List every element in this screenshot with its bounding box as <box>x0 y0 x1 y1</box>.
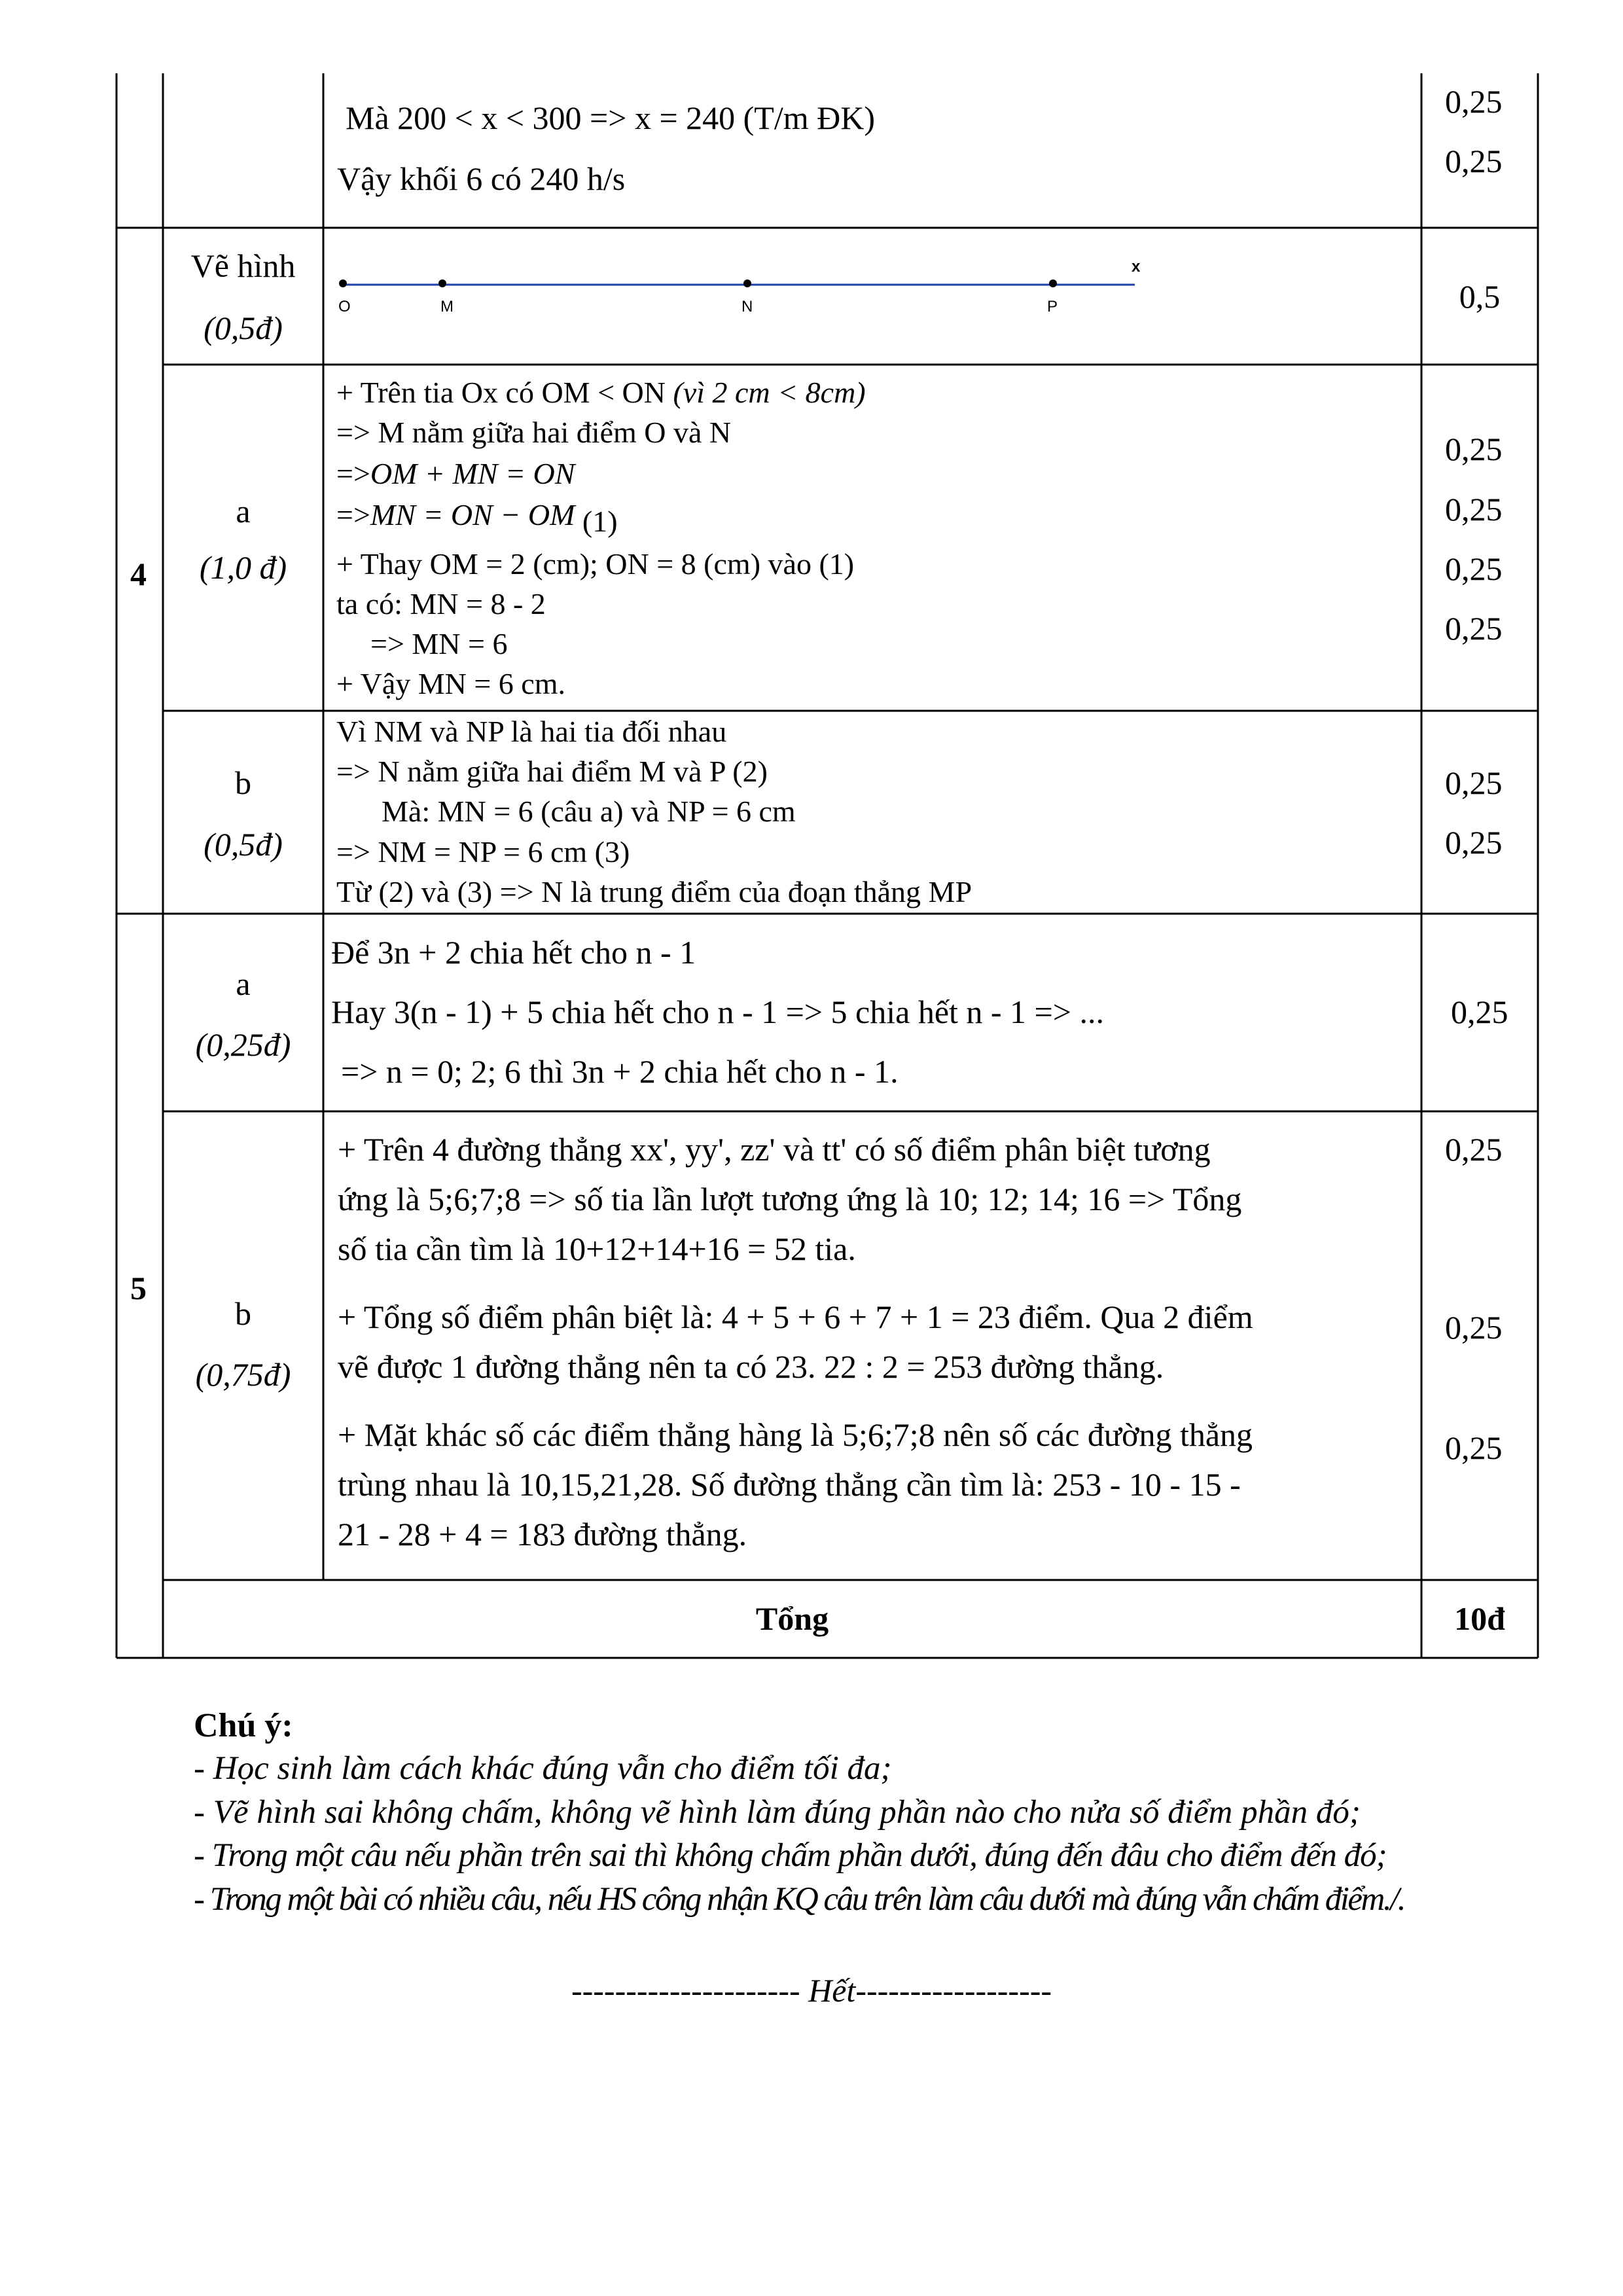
q5b-points: (0,75đ) <box>195 1356 291 1393</box>
q5a-line-3: => n = 0; 2; 6 thì 3n + 2 chia hết cho n - 1. <box>341 1053 899 1090</box>
q5b-line-4: + Tổng số điểm phân biệt là: 4 + 5 + 6 + 7 + 1 = 23 điểm. Qua 2 điểm <box>338 1299 1253 1335</box>
point-label-o: O <box>338 298 351 315</box>
end-marker: --------------------- Hết------------------ <box>571 1972 1052 2009</box>
q4a-line-4: =>MN = ON − OM (1) <box>336 498 618 538</box>
q4a-line-5: + Thay OM = 2 (cm); ON = 8 (cm) vào (1) <box>336 547 855 581</box>
q5b-line-6: + Mặt khác số các điểm thẳng hàng là 5;6;7;8 nên số các đường thẳng <box>338 1416 1253 1453</box>
point-o <box>339 279 347 287</box>
figure-ray-diagram <box>323 228 1421 365</box>
question-number-5: 5 <box>130 1270 147 1306</box>
total-score: 10đ <box>1454 1600 1505 1637</box>
q4a-line-8: + Vậy MN = 6 cm. <box>336 667 566 700</box>
q4b-line-3: Mà: MN = 6 (câu a) và NP = 6 cm <box>382 795 796 828</box>
q4a-score-4: 0,25 <box>1445 610 1503 647</box>
note-item-1: - Học sinh làm cách khác đúng vẫn cho điểm tối đa; <box>194 1750 892 1787</box>
q4a-score-3: 0,25 <box>1445 550 1503 587</box>
q4a-line-6: ta có: MN = 8 - 2 <box>336 587 546 620</box>
q4b-line-5: Từ (2) và (3) => N là trung điểm của đoạn thẳng MP <box>336 875 972 908</box>
q4b-score-1: 0,25 <box>1445 764 1503 801</box>
q4a-points: (1,0 đ) <box>199 549 287 586</box>
note-item-3: - Trong một câu nếu phần trên sai thì không chấm phần dưới, đúng đến đâu cho điểm đến đó; <box>194 1837 1387 1874</box>
q4b-line-2: => N nằm giữa hai điểm M và P (2) <box>336 755 768 788</box>
ray-label-x: x <box>1132 258 1141 276</box>
q4a-line-2: => M nằm giữa hai điểm O và N <box>336 416 732 449</box>
figure-score: 0,5 <box>1459 278 1501 315</box>
cont-score-2: 0,25 <box>1445 143 1503 179</box>
q5b-label: b <box>235 1295 251 1332</box>
q5b-line-2: ứng là 5;6;7;8 => số tia lần lượt tương ứng là 10; 12; 14; 16 => Tổng <box>338 1181 1242 1217</box>
point-m <box>438 279 446 287</box>
q4b-score-2: 0,25 <box>1445 824 1503 861</box>
q5b-line-5: vẽ được 1 đường thẳng nên ta có 23. 22 : 2 = 253 đường thẳng. <box>338 1348 1164 1385</box>
q5b-score-1: 0,25 <box>1445 1131 1503 1168</box>
q4b-points: (0,5đ) <box>204 826 283 863</box>
cont-line-1: Mà 200 < x < 300 => x = 240 (T/m ĐK) <box>346 99 875 136</box>
q5a-line-2: Hay 3(n - 1) + 5 chia hết cho n - 1 => 5 chia hết n - 1 => ... <box>331 994 1104 1030</box>
q5b-score-2: 0,25 <box>1445 1309 1503 1346</box>
total-label: Tổng <box>755 1600 829 1637</box>
point-p <box>1049 279 1057 287</box>
point-label-p: P <box>1047 298 1058 315</box>
question-number-4: 4 <box>130 556 147 592</box>
q5a-label: a <box>236 965 251 1002</box>
point-label-n: N <box>741 298 753 315</box>
q5a-points: (0,25đ) <box>195 1026 291 1063</box>
q4a-label: a <box>236 493 251 529</box>
q5b-line-7: trùng nhau là 10,15,21,28. Số đường thẳng cần tìm là: 253 - 10 - 15 - <box>338 1466 1241 1503</box>
note-item-2: - Vẽ hình sai không chấm, không vẽ hình làm đúng phần nào cho nửa số điểm phần đó; <box>194 1794 1361 1831</box>
q5b-score-3: 0,25 <box>1445 1429 1503 1466</box>
cont-score-1: 0,25 <box>1445 83 1503 120</box>
q4b-line-4: => NM = NP = 6 cm (3) <box>336 835 630 869</box>
note-item-4: - Trong một bài có nhiều câu, nếu HS công nhận KQ câu trên làm câu dưới mà đúng vẫn chấm điểm./. <box>194 1881 1405 1918</box>
q5a-line-1: Để 3n + 2 chia hết cho n - 1 <box>331 934 696 971</box>
figure-label: Vẽ hình <box>190 247 296 284</box>
q5a-score: 0,25 <box>1451 994 1508 1030</box>
point-n <box>743 279 751 287</box>
point-label-m: M <box>440 298 454 315</box>
q4a-score-2: 0,25 <box>1445 491 1503 528</box>
q4a-line-3: =>OM + MN = ON <box>336 457 575 490</box>
q5b-line-3: số tia cần tìm là 10+12+14+16 = 52 tia. <box>338 1230 856 1267</box>
q5b-line-8: 21 - 28 + 4 = 183 đường thẳng. <box>338 1516 747 1552</box>
q4a-line-1: + Trên tia Ox có OM < ON (vì 2 cm < 8cm) <box>336 376 866 409</box>
q4b-label: b <box>235 764 251 801</box>
q4a-score-1: 0,25 <box>1445 431 1503 467</box>
q4b-line-1: Vì NM và NP là hai tia đối nhau <box>336 715 727 748</box>
q5b-line-1: + Trên 4 đường thẳng xx', yy', zz' và tt' có số điểm phân biệt tương <box>338 1131 1211 1168</box>
cont-line-2: Vậy khối 6 có 240 h/s <box>337 160 626 197</box>
q4a-line-7: => MN = 6 <box>370 627 508 660</box>
notes-title: Chú ý: <box>194 1707 293 1744</box>
figure-points: (0,5đ) <box>204 310 283 346</box>
